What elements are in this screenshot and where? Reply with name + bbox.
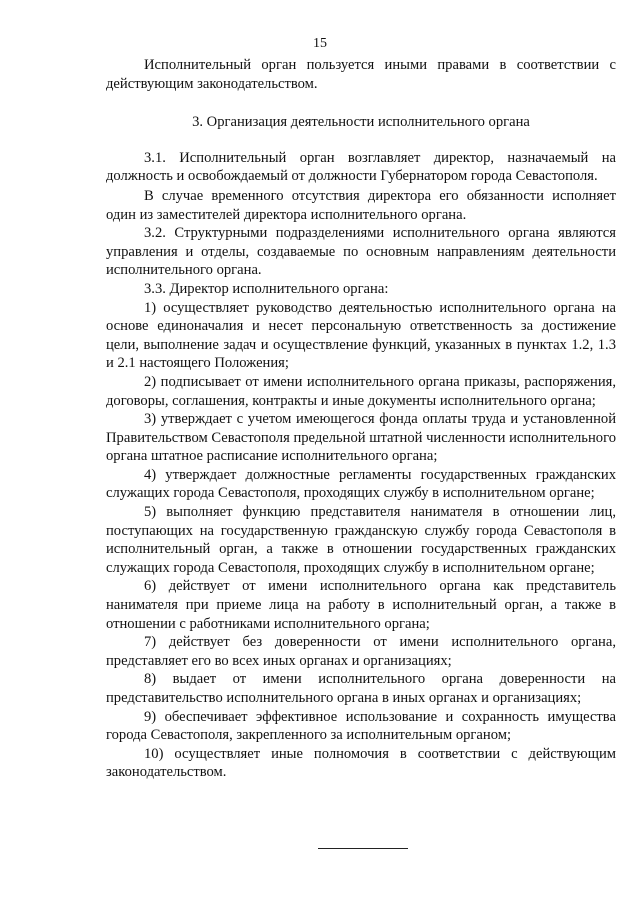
list-item-9: 9) обеспечивает эффективное использование и сохранность имущества города Севастополя, закрепленного за исполнительным органом;	[106, 708, 616, 744]
footer-divider	[318, 848, 408, 849]
paragraph-3-1: 3.1. Исполнительный орган возглавляет директор, назначаемый на должность и освобождаемый от должности Губернатором города Севастополя.	[106, 149, 616, 185]
paragraph-3-3: 3.3. Директор исполнительного органа:	[144, 280, 389, 297]
page-number: 15	[313, 36, 327, 51]
paragraph-temporary-absence: В случае временного отсутствия директора его обязанности исполняет один из заместителей директора исполнительного органа.	[106, 187, 616, 223]
list-item-8: 8) выдает от имени исполнительного органа доверенности на представительство исполнительного органа в иных органах и организациях;	[106, 671, 616, 706]
paragraph-rights: Исполнительный орган пользуется иными правами в соответствии с действующим законодательством.	[106, 57, 616, 92]
list-item-7: 7) действует без доверенности от имени исполнительного органа, представляет его во всех иных органах и организациях;	[106, 634, 616, 669]
list-item-1: 1) осуществляет руководство деятельностью исполнительного органа на основе единоначалия и несет персональную ответственность за достижение цели, выполнение задач и осуществление функций, указанных в пунктах 1.2, 1.3 и 2.1 настоящего Положения;	[106, 299, 616, 372]
document-body	[106, 56, 616, 782]
list-item-6: 6) действует от имени исполнительного органа как представитель нанимателя при приеме лица на работу в исполнительный орган, а также в отношении с работниками исполнительного органа;	[106, 578, 616, 632]
list-item-5: 5) выполняет функцию представителя нанимателя в отношении лиц, поступающих на государственную гражданскую службу города Севастополя в исполнительный орган, а также в отношении государственных гражданских служащих города Севастополя, проходящих службу в исполнительном органе;	[106, 504, 616, 576]
list-item-4: 4) утверждает должностные регламенты государственных гражданских служащих города Севастополя, проходящих службу в исполнительном органе;	[106, 466, 616, 502]
list-item-2: 2) подписывает от имени исполнительного органа приказы, распоряжения, договоры, соглашения, контракты и иные документы исполнительного органа;	[106, 373, 616, 409]
section-heading: 3. Организация деятельности исполнительного органа	[192, 114, 530, 131]
list-item-3: 3) утверждает с учетом имеющегося фонда оплаты труда и установленной Правительством Севастополя предельной штатной численности исполнительного органа штатное расписание исполнительного органа;	[106, 411, 616, 465]
paragraph-3-2: 3.2. Структурными подразделениями исполнительного органа являются управления и отделы, создаваемые по основным направлениям деятельности исполнительного органа.	[106, 225, 616, 279]
list-item-10: 10) осуществляет иные полномочия в соответствии с действующим законодательством.	[106, 745, 616, 781]
